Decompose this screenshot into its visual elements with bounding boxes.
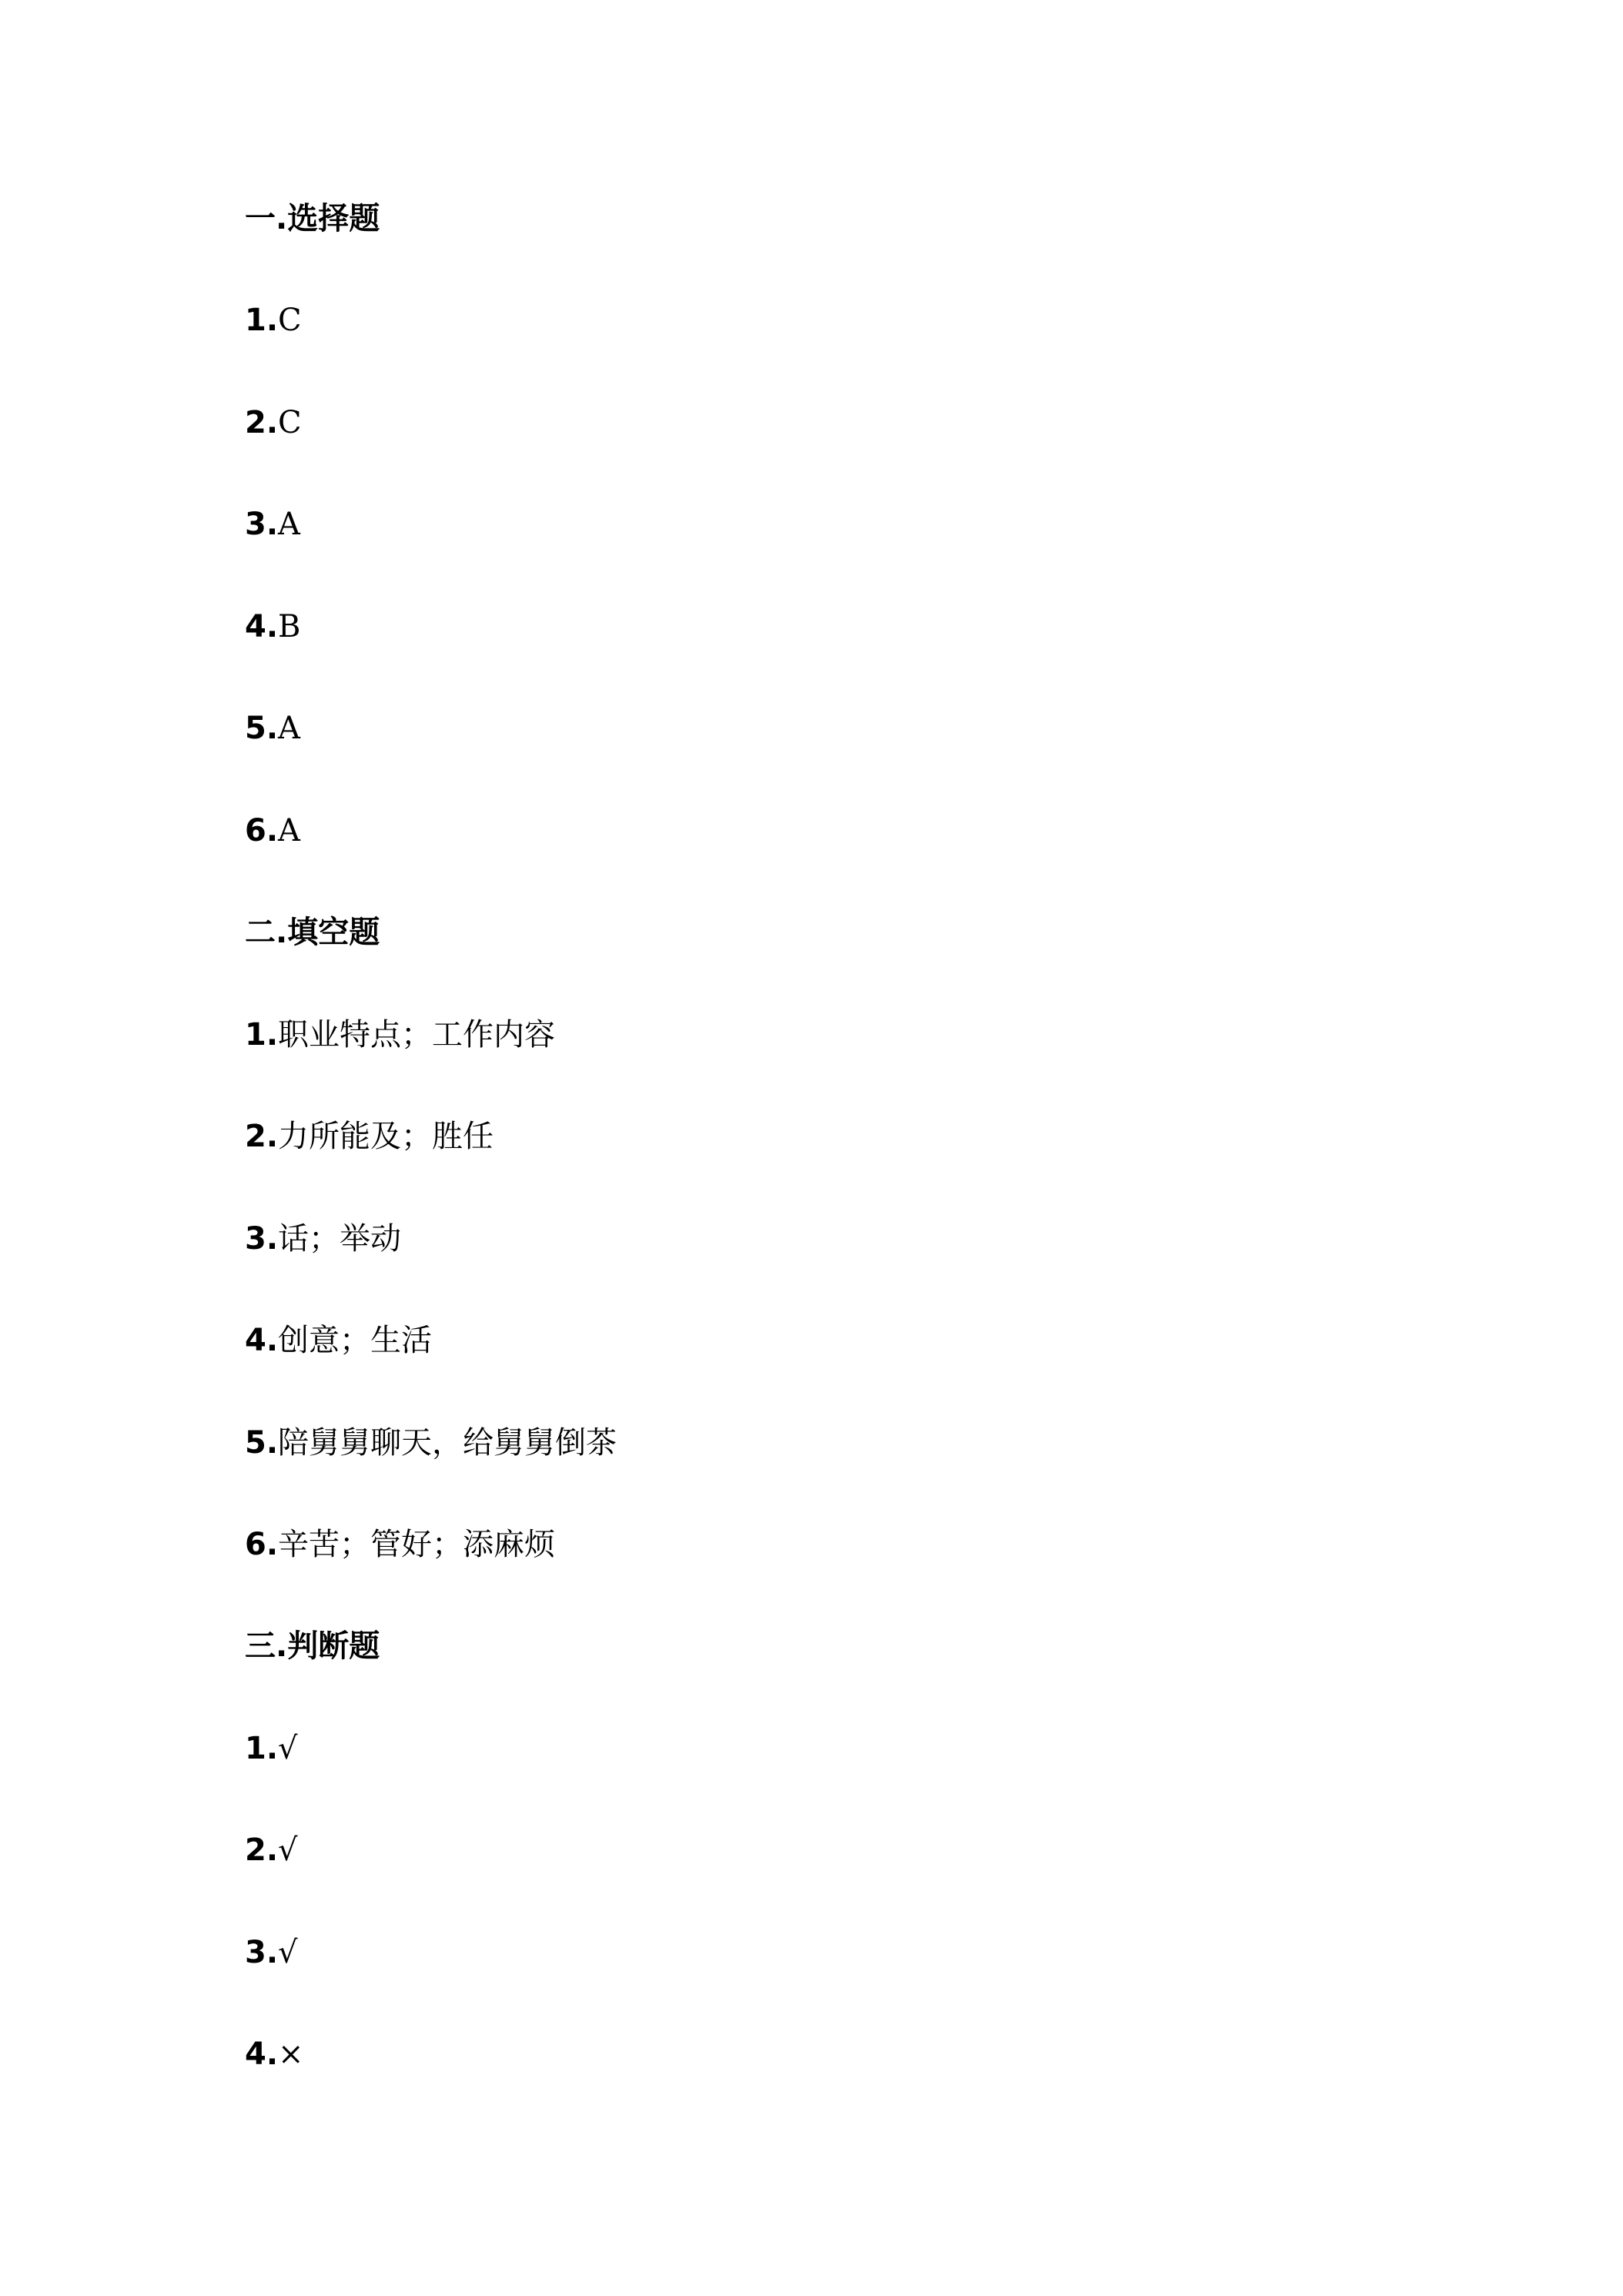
answer-text: A — [278, 507, 300, 542]
question-number: 2. — [245, 1832, 279, 1868]
question-number: 1. — [245, 303, 279, 338]
question-number: 1. — [245, 1017, 279, 1053]
answer-line — [245, 808, 300, 854]
answer-line — [245, 1113, 494, 1160]
question-number: 5. — [245, 711, 279, 746]
question-number: 5. — [245, 1425, 279, 1461]
answer-text: × — [278, 2037, 304, 2072]
answer-line — [245, 501, 300, 547]
answer-line — [245, 1725, 298, 1772]
question-number: 4. — [245, 2037, 279, 2072]
answer-line — [245, 297, 302, 343]
answer-text: 职业特点；工作内容 — [278, 1017, 556, 1053]
answer-text: A — [278, 813, 300, 848]
answer-text: 辛苦；管好；添麻烦 — [278, 1527, 556, 1562]
answer-text: 力所能及；胜任 — [278, 1119, 494, 1154]
answer-text: 陪舅舅聊天，给舅舅倒茶 — [278, 1425, 617, 1461]
answer-line — [245, 1420, 617, 1466]
question-number: 3. — [245, 1935, 279, 1970]
answer-text: √ — [278, 1731, 298, 1766]
section-heading-choice: 一.选择题 — [245, 201, 380, 236]
answer-line — [245, 2031, 304, 2077]
answer-line — [245, 604, 300, 650]
answer-text: √ — [278, 1935, 298, 1970]
answer-line — [245, 400, 302, 446]
question-number: 3. — [245, 1221, 279, 1257]
answer-text: B — [278, 609, 301, 644]
section-heading-true-false: 三.判断题 — [245, 1628, 380, 1664]
section-heading-fill-blank: 二.填空题 — [245, 915, 380, 950]
question-number: 2. — [245, 405, 279, 440]
answer-text: 创意；生活 — [278, 1323, 433, 1358]
question-number: 1. — [245, 1731, 279, 1766]
question-number: 6. — [245, 813, 279, 848]
answer-line — [245, 1827, 298, 1873]
question-number: 4. — [245, 1323, 279, 1358]
question-number: 3. — [245, 507, 279, 542]
answer-line — [245, 1012, 555, 1058]
answer-text: C — [278, 405, 302, 440]
question-number: 4. — [245, 609, 279, 644]
answer-line — [245, 705, 300, 751]
answer-text: √ — [278, 1832, 298, 1868]
answer-text: 话；举动 — [278, 1221, 402, 1257]
answer-line — [245, 1521, 555, 1568]
answer-line — [245, 1930, 298, 1976]
answer-line — [245, 1216, 401, 1262]
question-number: 6. — [245, 1527, 279, 1562]
answer-text: A — [278, 711, 300, 746]
answer-text: C — [278, 303, 302, 338]
question-number: 2. — [245, 1119, 279, 1154]
answer-line — [245, 1317, 432, 1364]
